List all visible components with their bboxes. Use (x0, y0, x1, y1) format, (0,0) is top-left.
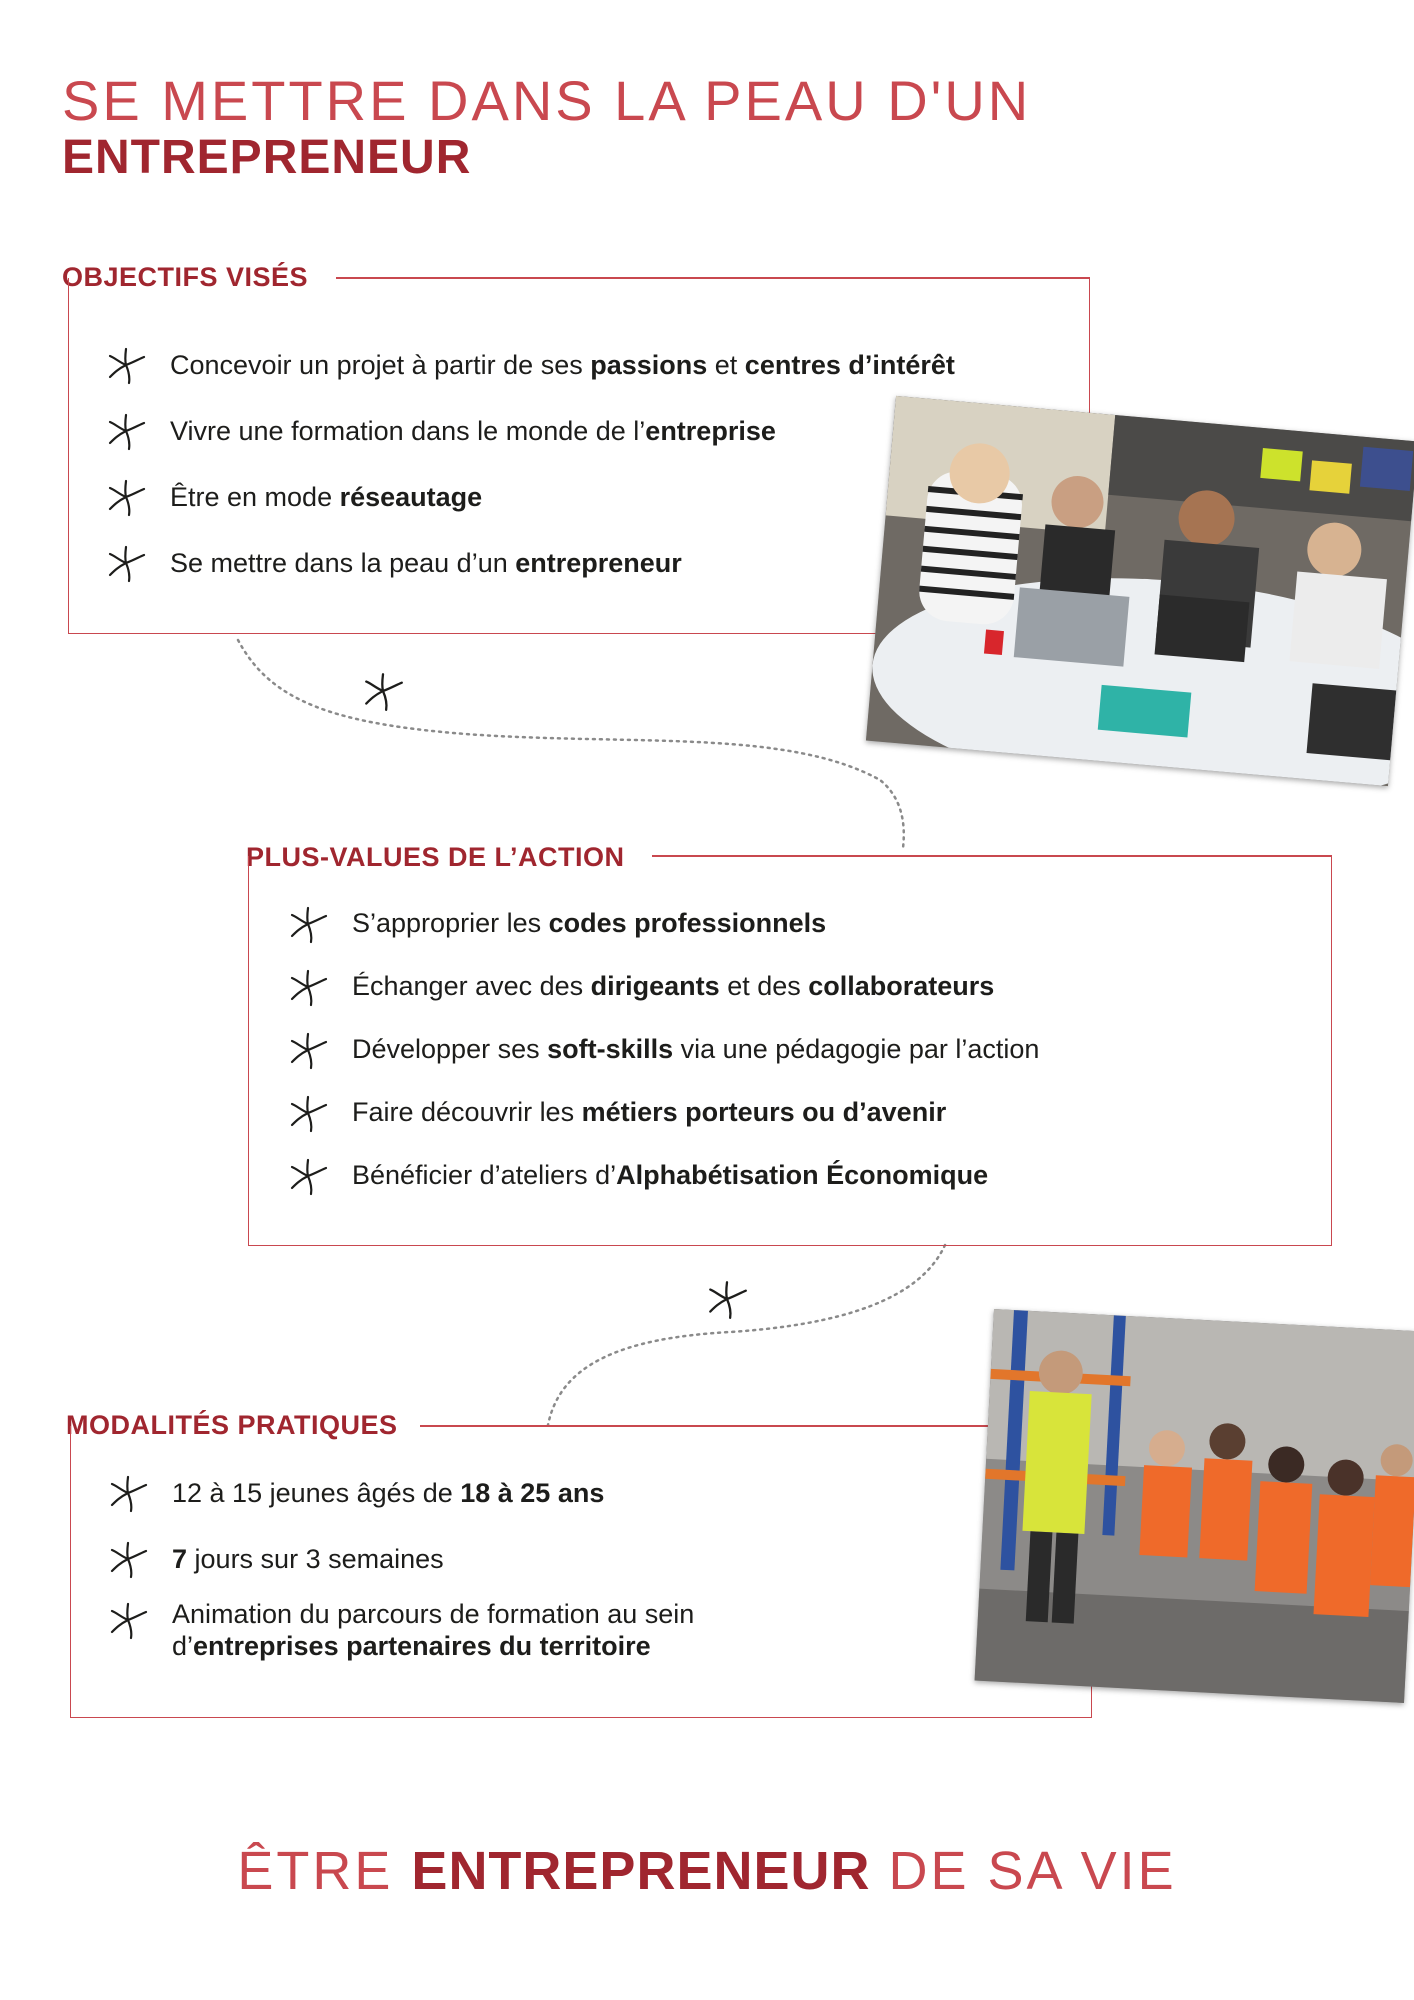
sparkle-star-icon (286, 902, 330, 946)
workshop-photo-image (866, 396, 1414, 786)
objectifs-list (104, 332, 955, 596)
list-item (106, 1592, 694, 1670)
sparkle-star-icon (286, 1028, 330, 1072)
list-item (106, 1526, 694, 1592)
list-item-text: Animation du parcours de formation au sein d’entreprises partenaires du territoire (172, 1599, 695, 1662)
list-item (106, 1460, 694, 1526)
list-item (286, 1081, 1039, 1144)
plus-values-heading: PLUS-VALUES DE L’ACTION (246, 842, 625, 872)
list-item-text: Être en mode réseautage (170, 481, 483, 512)
list-item-text: S’approprier les codes professionnels (352, 908, 827, 939)
list-item (286, 955, 1039, 1018)
list-item-text: Bénéficier d’ateliers d’Alphabétisation Économique (352, 1160, 989, 1191)
list-item-text: Concevoir un projet à partir de ses passions et centres d’intérêt (170, 349, 955, 380)
objectifs-heading: OBJECTIFS VISÉS (62, 262, 309, 292)
list-item-text: Se mettre dans la peau d’un entrepreneur (170, 547, 682, 578)
sparkle-star-icon (106, 1471, 150, 1515)
footer-word-1: ÊTRE (237, 1841, 394, 1901)
list-item (286, 1144, 1039, 1207)
page-title-line1: SE METTRE DANS LA PEAU D'UN (62, 69, 1032, 132)
list-item (286, 1018, 1039, 1081)
sparkle-star-icon (104, 541, 148, 585)
sparkle-star-icon (286, 965, 330, 1009)
plus-values-box-top (652, 855, 1332, 857)
sparkle-star-icon (704, 1276, 750, 1322)
plus-values-list (286, 892, 1039, 1207)
footer-word-2: ENTREPRENEUR (411, 1841, 871, 1901)
page-title-line2: ENTREPRENEUR (62, 131, 472, 184)
list-item-text: Vivre une formation dans le monde de l’entreprise (170, 415, 776, 446)
list-item-text: 7 jours sur 3 semaines (172, 1543, 444, 1574)
sparkle-star-icon (104, 343, 148, 387)
sparkle-star-icon (104, 475, 148, 519)
list-item-text: Faire découvrir les métiers porteurs ou d’avenir (352, 1097, 947, 1128)
warehouse-visit-photo-image (975, 1309, 1414, 1703)
objectifs-box-top (336, 277, 1090, 279)
list-item (286, 892, 1039, 955)
footer-tagline (0, 1840, 1414, 1902)
modalites-list (106, 1460, 694, 1670)
list-item (104, 398, 955, 464)
sparkle-star-icon (286, 1091, 330, 1135)
list-item-text: 12 à 15 jeunes âgés de 18 à 25 ans (172, 1477, 605, 1508)
list-item (104, 530, 955, 596)
footer-word-3: DE SA VIE (888, 1841, 1177, 1901)
modalites-heading: MODALITÉS PRATIQUES (66, 1410, 398, 1440)
list-item (104, 332, 955, 398)
sparkle-star-icon (106, 1598, 150, 1642)
sparkle-star-icon (360, 668, 406, 714)
list-item-text: Échanger avec des dirigeants et des collaborateurs (352, 971, 995, 1002)
sparkle-star-icon (286, 1154, 330, 1198)
list-item (104, 464, 955, 530)
sparkle-star-icon (104, 409, 148, 453)
list-item-text: Développer ses soft-skills via une pédagogie par l’action (352, 1034, 1040, 1065)
sparkle-star-icon (106, 1537, 150, 1581)
warehouse-visit-photo (975, 1309, 1414, 1703)
workshop-photo (866, 396, 1414, 786)
